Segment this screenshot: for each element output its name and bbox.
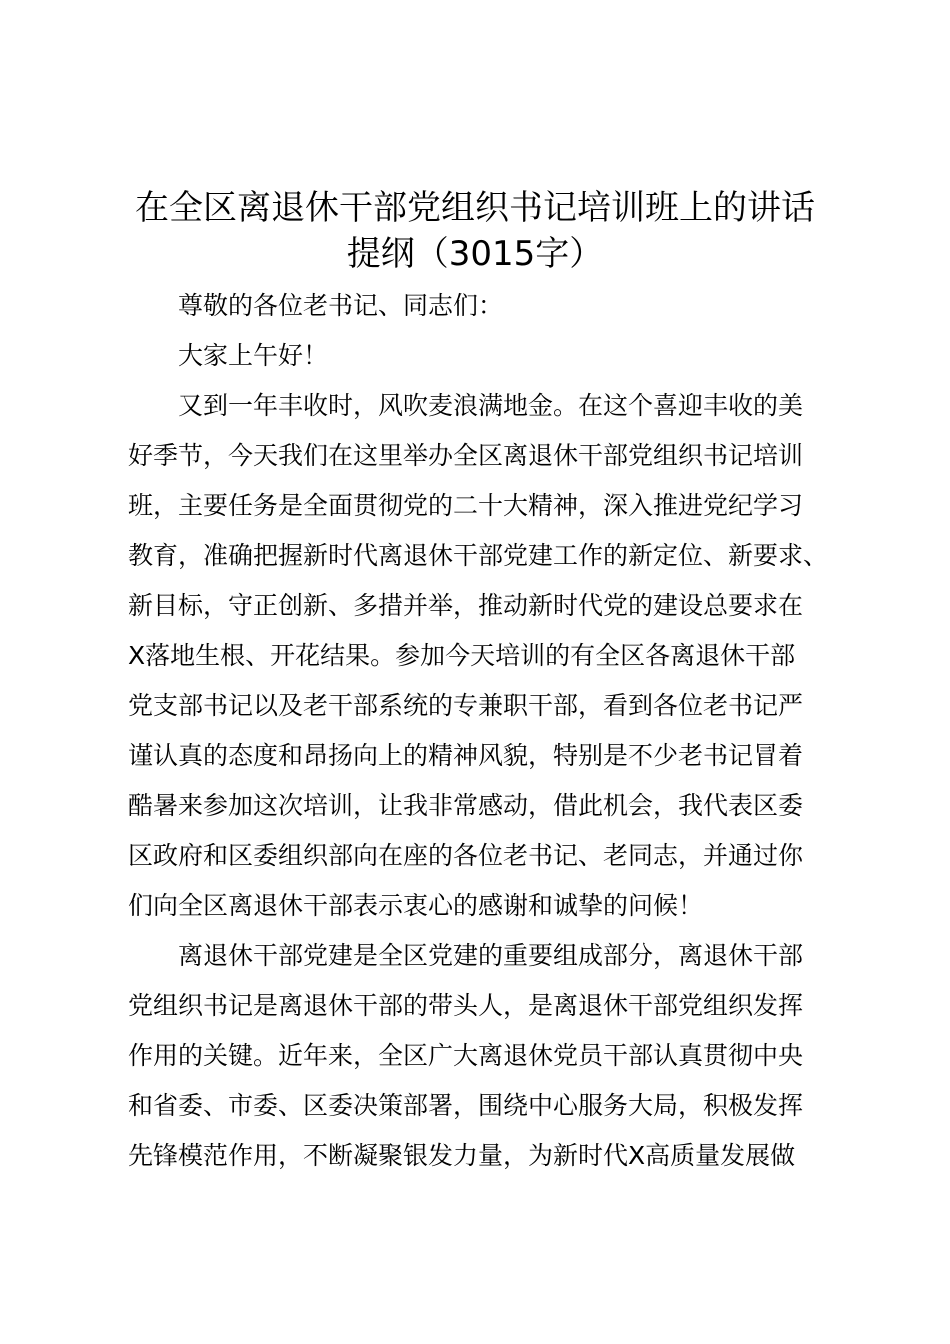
document-title-line1: 在全区离退休干部党组织书记培训班上的讲话 [135,188,815,228]
paragraph1-line: 区政府和区委组织部向在座的各位老书记、老同志，并通过你 [128,841,804,870]
paragraph2-line: 和省委、市委、区委决策部署，围绕中心服务大局，积极发挥 [128,1091,804,1120]
greeting: 尊敬的各位老书记、同志们： [178,291,504,320]
paragraph1-line: 党支部书记以及老干部系统的专兼职干部，看到各位老书记严 [128,691,804,720]
paragraph2-line: 先锋模范作用，不断凝聚银发力量，为新时代X高质量发展做 [128,1141,796,1170]
paragraph2-line: 离退休干部党建是全区党建的重要组成部分，离退休干部 [178,941,804,970]
paragraph1-line: 教育，准确把握新时代离退休干部党建工作的新定位、新要求、 [128,541,829,570]
paragraph2-line: 党组织书记是离退休干部的带头人，是离退休干部党组织发挥 [128,991,804,1020]
paragraph1-line: 又到一年丰收时，风吹麦浪满地金。在这个喜迎丰收的美 [178,391,804,420]
paragraph1-line: X落地生根、开花结果。参加今天培训的有全区各离退休干部 [128,641,796,670]
paragraph1-line: 班，主要任务是全面贯彻党的二十大精神，深入推进党纪学习 [128,491,804,520]
paragraph1-line: 们向全区离退休干部表示衷心的感谢和诚挚的问候！ [128,891,704,920]
paragraph1-line: 酷暑来参加这次培训，让我非常感动，借此机会，我代表区委 [128,791,804,820]
paragraph1-line: 新目标，守正创新、多措并举，推动新时代党的建设总要求在 [128,591,804,620]
paragraph2-line: 作用的关键。近年来，全区广大离退休党员干部认真贯彻中央 [128,1041,804,1070]
paragraph1-line: 谨认真的态度和昂扬向上的精神风貌，特别是不少老书记冒着 [128,741,804,770]
paragraph1-line: 好季节，今天我们在这里举办全区离退休干部党组织书记培训 [128,441,804,470]
salutation: 大家上午好！ [178,341,329,370]
document-title-line2: 提纲（3015字） [346,234,604,274]
